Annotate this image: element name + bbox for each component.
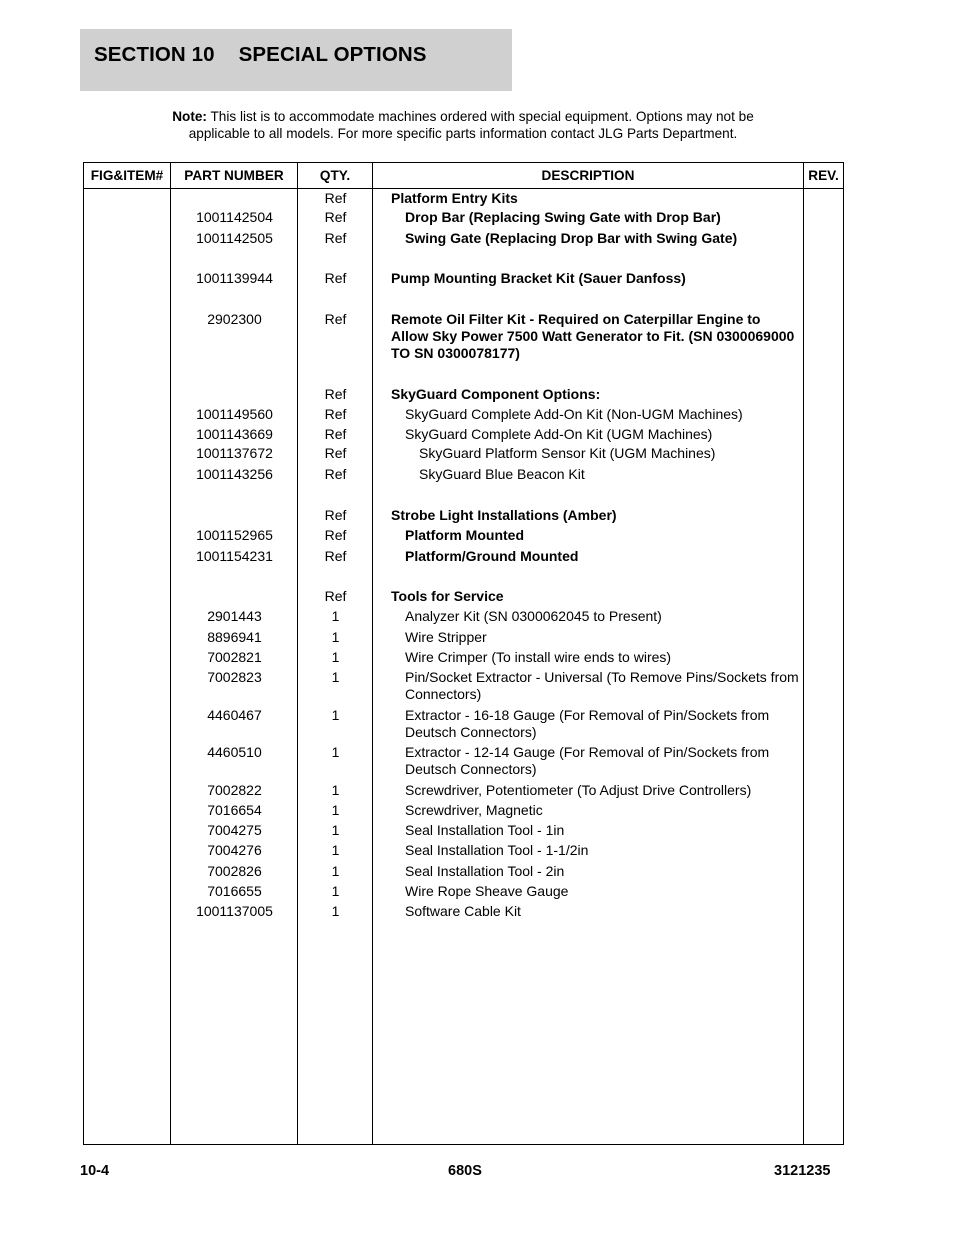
quantity: 1 (331, 629, 340, 645)
part-number: 1001137672 (196, 445, 273, 461)
description: SkyGuard Platform Sensor Kit (UGM Machines) (419, 445, 716, 461)
part-number: 2902300 (207, 311, 262, 327)
description: Pump Mounting Bracket Kit (Sauer Danfoss) (391, 270, 686, 286)
description: Analyzer Kit (SN 0300062045 to Present) (405, 608, 662, 624)
section-name: SPECIAL OPTIONS (238, 43, 427, 66)
column-divider (803, 163, 804, 1144)
description: Swing Gate (Replacing Drop Bar with Swing Gate) (405, 230, 738, 246)
part-number: 1001154231 (196, 548, 273, 564)
header-divider (84, 188, 843, 189)
description: Screwdriver, Potentiometer (To Adjust Drive Controllers) (405, 782, 752, 798)
section-number: SECTION 10 (94, 43, 215, 66)
part-number: 7002823 (207, 669, 262, 685)
part-number: 7002822 (207, 782, 262, 798)
part-number: 1001137005 (196, 903, 273, 919)
quantity: Ref (324, 445, 347, 461)
description: SkyGuard Component Options: (391, 386, 601, 402)
quantity: Ref (324, 190, 347, 206)
note-text: This list is to accommodate machines ordered with special equipment. Options may not be applicable to all models. For more specific parts information contact JLG Parts Department. (188, 109, 754, 141)
description: Strobe Light Installations (Amber) (391, 507, 617, 523)
part-number: 1001142505 (196, 230, 273, 246)
quantity: Ref (324, 426, 347, 442)
part-number: 7002821 (207, 649, 262, 665)
description: Software Cable Kit (405, 903, 521, 919)
part-number: 7004276 (207, 842, 262, 858)
quantity: 1 (331, 842, 340, 858)
part-number: 1001143256 (196, 466, 273, 482)
part-number: 7016655 (207, 883, 262, 899)
part-number: 4460510 (207, 744, 262, 760)
description: Tools for Service (391, 588, 504, 604)
quantity: Ref (324, 588, 347, 604)
quantity: 1 (331, 883, 340, 899)
description: Pin/Socket Extractor - Universal (To Remove Pins/Sockets from Connectors) (405, 669, 799, 702)
quantity: Ref (324, 209, 347, 225)
quantity: 1 (331, 744, 340, 760)
part-number: 7004275 (207, 822, 262, 838)
description: Extractor - 16-18 Gauge (For Removal of Pin/Sockets from Deutsch Connectors) (405, 707, 770, 740)
quantity: 1 (331, 669, 340, 685)
header-part-number: PART NUMBER (184, 168, 284, 183)
parts-table (83, 162, 844, 1145)
description: Platform Entry Kits (391, 190, 518, 206)
part-number: 7016654 (207, 802, 262, 818)
section-title (94, 43, 427, 67)
part-number: 4460467 (207, 707, 262, 723)
quantity: 1 (331, 822, 340, 838)
section-header (80, 29, 512, 91)
quantity: Ref (324, 386, 347, 402)
quantity: Ref (324, 311, 347, 327)
quantity: 1 (331, 782, 340, 798)
header-description: DESCRIPTION (541, 168, 635, 183)
description: Screwdriver, Magnetic (405, 802, 543, 818)
part-number: 8896941 (207, 629, 262, 645)
document-number: 3121235 (774, 1163, 831, 1179)
header-fig-item: FIG&ITEM# (90, 168, 164, 183)
description: Platform/Ground Mounted (405, 548, 579, 564)
part-number: 1001139944 (196, 270, 273, 286)
description: Wire Crimper (To install wire ends to wires) (405, 649, 672, 665)
quantity: Ref (324, 270, 347, 286)
quantity: 1 (331, 863, 340, 879)
description: SkyGuard Blue Beacon Kit (419, 466, 585, 482)
part-number: 1001152965 (196, 527, 273, 543)
quantity: Ref (324, 230, 347, 246)
description: SkyGuard Complete Add-On Kit (UGM Machines) (405, 426, 713, 442)
part-number: 1001142504 (196, 209, 273, 225)
description: Seal Installation Tool - 1-1/2in (405, 842, 589, 858)
description: Remote Oil Filter Kit - Required on Caterpillar Engine to Allow Sky Power 7500 Watt Generator to Fit. (SN 0300069000 TO SN 0300078177) (391, 311, 795, 361)
description: Wire Rope Sheave Gauge (405, 883, 569, 899)
model-name: 680S (448, 1163, 482, 1179)
quantity: Ref (324, 548, 347, 564)
part-number: 1001149560 (196, 406, 273, 422)
description: Platform Mounted (405, 527, 524, 543)
quantity: 1 (331, 802, 340, 818)
page-number: 10-4 (80, 1163, 110, 1179)
description: Drop Bar (Replacing Swing Gate with Drop Bar) (405, 209, 721, 225)
description: SkyGuard Complete Add-On Kit (Non-UGM Machines) (405, 406, 743, 422)
header-rev: REV. (808, 168, 839, 183)
quantity: Ref (324, 527, 347, 543)
description: Wire Stripper (405, 629, 487, 645)
quantity: Ref (324, 466, 347, 482)
description: Seal Installation Tool - 1in (405, 822, 565, 838)
quantity: Ref (324, 507, 347, 523)
quantity: 1 (331, 608, 340, 624)
note (150, 108, 776, 142)
header-qty: QTY. (319, 168, 351, 183)
quantity: 1 (331, 649, 340, 665)
quantity: 1 (331, 903, 340, 919)
quantity: 1 (331, 707, 340, 723)
part-number: 2901443 (207, 608, 262, 624)
quantity: Ref (324, 406, 347, 422)
description: Extractor - 12-14 Gauge (For Removal of Pin/Sockets from Deutsch Connectors) (405, 744, 770, 777)
part-number: 1001143669 (196, 426, 273, 442)
note-label: Note: (172, 109, 207, 124)
part-number: 7002826 (207, 863, 262, 879)
description: Seal Installation Tool - 2in (405, 863, 565, 879)
